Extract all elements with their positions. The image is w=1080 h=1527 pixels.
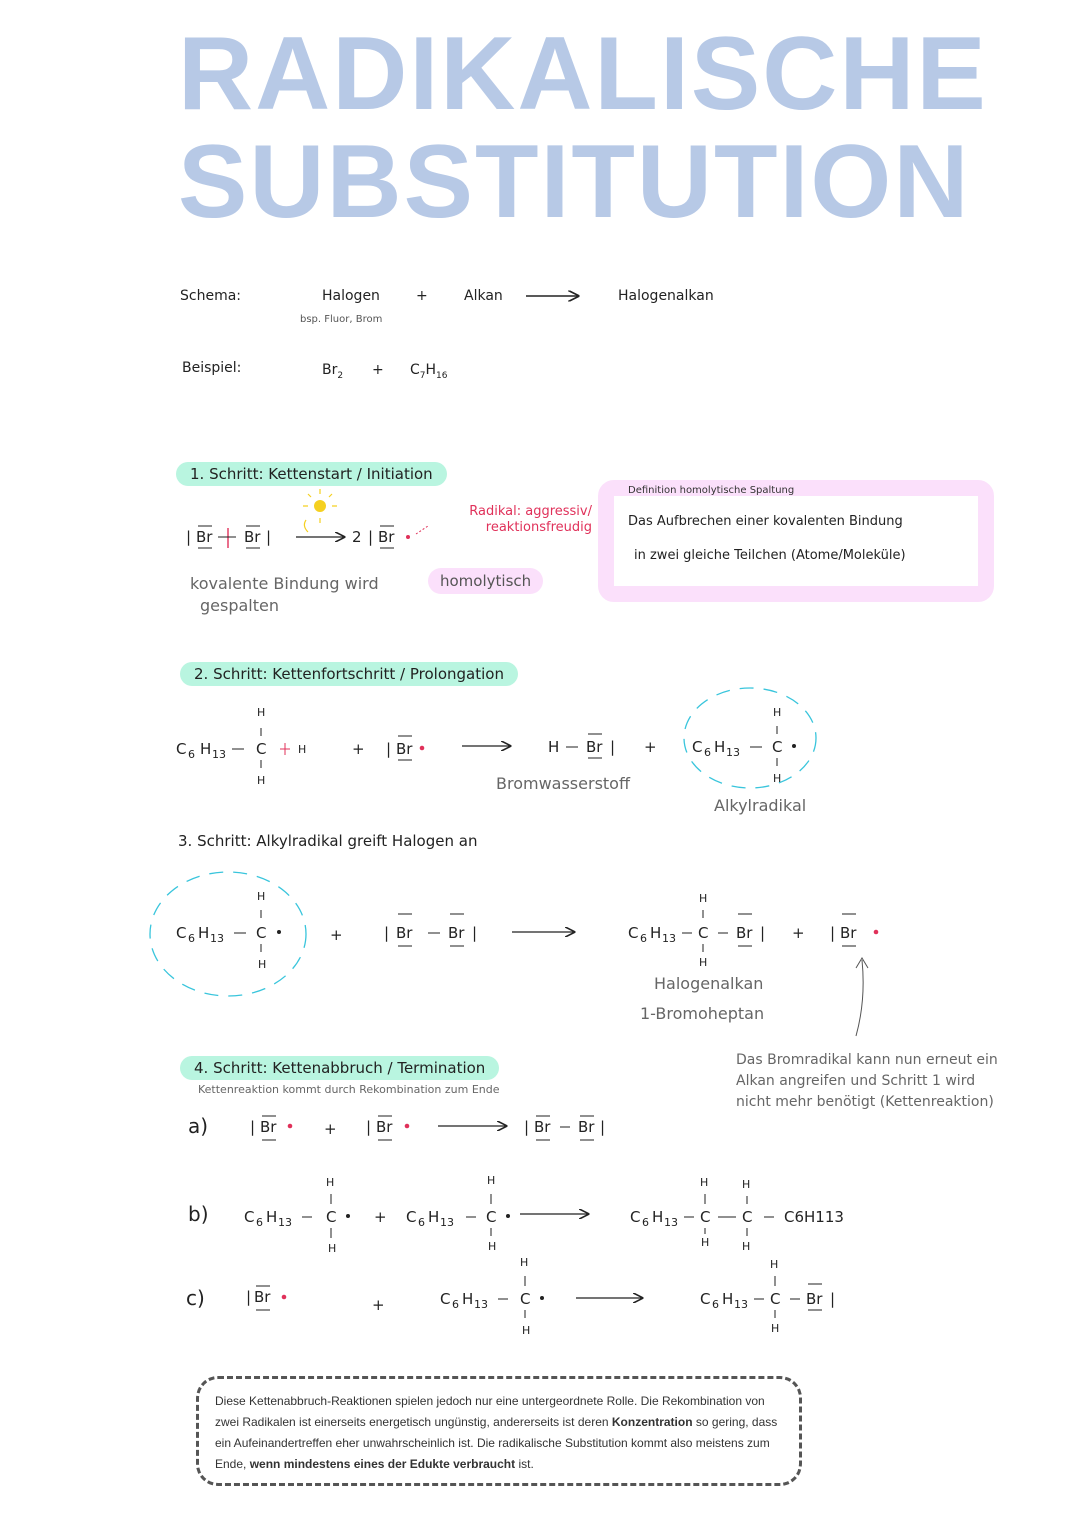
- lp-4: |: [386, 740, 392, 758]
- h-top-4: H: [699, 892, 708, 905]
- radical-dot-10: [282, 1295, 287, 1300]
- radical-dot-4: [277, 930, 281, 934]
- radical-dot-6: [288, 1124, 293, 1129]
- schema-label: Schema:: [180, 288, 242, 304]
- bromoheptan-label: 1-Bromoheptan: [640, 1004, 765, 1023]
- definition-line2: in zwei gleiche Teilchen (Atome/Moleküle): [634, 548, 906, 563]
- note-text-2: so gering, dass ein Aufeinandertreffen eher unwahrscheinlich ist. Die radikalische Substitution kommt also meistens zum Ende,: [215, 1415, 778, 1471]
- c6-3: C: [176, 924, 187, 942]
- c6-7-sub: 6: [642, 1216, 649, 1229]
- step1-label: 1. Schritt: Kettenstart / Initiation: [176, 462, 447, 486]
- radical-dot-3: [792, 744, 796, 748]
- radical-dot-11: [540, 1296, 544, 1300]
- step4-subtitle: Kettenreaktion kommt durch Rekombination zum Ende: [198, 1083, 500, 1096]
- c6-8: C: [440, 1290, 451, 1308]
- c-5: C: [326, 1208, 337, 1226]
- h13-9-sub: 13: [734, 1298, 748, 1311]
- h-top-9: H: [520, 1256, 529, 1269]
- lp-6: |: [384, 924, 390, 942]
- lp-9: |: [830, 924, 836, 942]
- beispiel-plus: +: [372, 362, 384, 378]
- h-top-2: H: [773, 706, 782, 719]
- note-pointer: [856, 960, 863, 1036]
- h13-5-sub: 13: [278, 1216, 292, 1229]
- radical-dot-7: [405, 1124, 410, 1129]
- h-top-1: H: [257, 706, 266, 719]
- alkylradikal-circle-2: [150, 872, 306, 996]
- light-arrow: [304, 520, 308, 532]
- h13-8: H: [462, 1290, 474, 1308]
- c6-6: C: [406, 1208, 417, 1226]
- c6-2: C: [692, 738, 703, 756]
- c-8: C: [742, 1208, 753, 1226]
- h13-7: H: [652, 1208, 664, 1226]
- h-bot-10: H: [771, 1322, 780, 1335]
- br-10: Br: [260, 1118, 277, 1136]
- h-top-10: H: [770, 1258, 779, 1271]
- c6-1: C: [176, 740, 187, 758]
- h-bot-6: H: [488, 1240, 497, 1253]
- lp-5: |: [610, 738, 616, 756]
- plus-4: +: [792, 924, 805, 942]
- label-b: b): [188, 1202, 209, 1226]
- h-bot-2: H: [773, 772, 782, 785]
- definition-line1: Das Aufbrechen einer kovalenten Bindung: [628, 514, 903, 529]
- step2-equation: [176, 688, 816, 788]
- plus-1: +: [352, 740, 365, 758]
- sun-icon: [314, 500, 326, 512]
- schema-example-text: bsp. Fluor, Brom: [300, 314, 383, 325]
- schema-plus: +: [416, 288, 428, 304]
- c6-7: C: [630, 1208, 641, 1226]
- c6-8-sub: 6: [452, 1298, 459, 1311]
- lp-7: |: [472, 924, 478, 942]
- lp-14: |: [246, 1288, 252, 1306]
- note-bold-2: wenn mindestens eines der Edukte verbraucht: [249, 1457, 516, 1471]
- c6-1-sub: 6: [188, 748, 195, 761]
- h13-1: H: [200, 740, 212, 758]
- br-9: Br: [840, 924, 857, 942]
- radikal-note: Radikal: aggressiv/ reaktionsfreudig: [469, 504, 592, 535]
- h-bot-4: H: [699, 956, 708, 969]
- radical-dot-5: [874, 930, 879, 935]
- h13-5: H: [266, 1208, 278, 1226]
- br-6: Br: [396, 924, 413, 942]
- definition-title: Definition homolytische Spaltung: [628, 485, 795, 496]
- alkylradikal-label: Alkylradikal: [714, 796, 807, 815]
- h13-1-sub: 13: [212, 748, 226, 761]
- br-7: Br: [448, 924, 465, 942]
- radical-dot-1: [406, 535, 410, 539]
- note-text-3: ist.: [515, 1457, 534, 1471]
- h13-6: H: [428, 1208, 440, 1226]
- br-5: Br: [586, 738, 603, 756]
- step4-a-equation: [250, 1116, 605, 1140]
- beispiel-c: C: [410, 362, 420, 378]
- step4-c-equation: [246, 1256, 835, 1337]
- lp-13: |: [600, 1118, 606, 1136]
- br-14: Br: [254, 1288, 271, 1306]
- plus-2: +: [644, 738, 657, 756]
- label-c: c): [186, 1286, 205, 1310]
- h-bot-8: H: [742, 1240, 751, 1253]
- br-1: Br: [196, 528, 213, 546]
- radical-dot-2: [420, 746, 425, 751]
- h13-8-sub: 13: [474, 1298, 488, 1311]
- lp-1: |: [186, 528, 192, 546]
- br-13: Br: [578, 1118, 595, 1136]
- h13-4-sub: 13: [662, 932, 676, 945]
- step1-equation: [186, 489, 428, 548]
- h-top-6: H: [487, 1174, 496, 1187]
- radikal-pointer: [416, 526, 428, 534]
- beispiel-h: H: [425, 362, 437, 378]
- c-4: C: [698, 924, 709, 942]
- beispiel-br: Br: [322, 362, 338, 378]
- br-12: Br: [534, 1118, 551, 1136]
- h13-4: H: [650, 924, 662, 942]
- h-right-1: H: [298, 743, 307, 756]
- kovalent-text-2: gespalten: [200, 596, 279, 615]
- c-1: C: [256, 740, 267, 758]
- h-bot-9: H: [522, 1324, 531, 1337]
- beispiel-c-sub: 7: [419, 370, 426, 381]
- label-a: a): [188, 1114, 209, 1138]
- lp-10: |: [250, 1118, 256, 1136]
- h-bot-1: H: [257, 774, 266, 787]
- h13-7-sub: 13: [664, 1216, 678, 1229]
- lp-8: |: [760, 924, 766, 942]
- c6-3-sub: 6: [188, 932, 195, 945]
- c-10: C: [770, 1290, 781, 1308]
- schema-product: Halogenalkan: [618, 288, 714, 304]
- h13-2-sub: 13: [726, 746, 740, 759]
- bromwasserstoff-label: Bromwasserstoff: [496, 774, 630, 793]
- c6-9-sub: 6: [712, 1298, 719, 1311]
- radical-dot-9: [506, 1214, 510, 1218]
- h-2: H: [548, 738, 560, 756]
- kovalent-text: kovalente Bindung wird: [190, 574, 379, 593]
- note-bold-1: Konzentration: [611, 1415, 693, 1429]
- alkylradikal-circle: [684, 688, 816, 788]
- br-8: Br: [736, 924, 753, 942]
- br-2: Br: [244, 528, 261, 546]
- h-top-8: H: [742, 1178, 751, 1191]
- lp-15: |: [830, 1290, 836, 1308]
- step4-b-equation: [244, 1174, 844, 1255]
- beispiel-h-sub: 16: [436, 370, 448, 381]
- br-11: Br: [376, 1118, 393, 1136]
- plus-3: +: [330, 926, 343, 944]
- plus-6: +: [374, 1208, 387, 1226]
- lp-11: |: [366, 1118, 372, 1136]
- c6-4-sub: 6: [640, 932, 647, 945]
- halogenalkan-label: Halogenalkan: [654, 974, 764, 993]
- c-9: C: [520, 1290, 531, 1308]
- h-top-5: H: [326, 1176, 335, 1189]
- h13-3: H: [198, 924, 210, 942]
- br-3: Br: [378, 528, 395, 546]
- lp-2: |: [266, 528, 272, 546]
- note-text-1: Diese Kettenabbruch-Reaktionen spielen jedoch nur eine untergeordnete Rolle. Die Rekombination von zwei Radikalen ist einerseits energetisch ungünstig, andererseits ist deren: [215, 1394, 765, 1429]
- step2-label: 2. Schritt: Kettenfortschritt / Prolongation: [180, 662, 518, 686]
- h-top-3: H: [257, 890, 266, 903]
- c-2: C: [772, 738, 783, 756]
- br-4: Br: [396, 740, 413, 758]
- schema-reactant1: Halogen: [322, 288, 380, 304]
- step3-equation: [150, 872, 878, 1036]
- title-line-2: SUBSTITUTION: [178, 124, 971, 240]
- c-6: C: [486, 1208, 497, 1226]
- c6-2-sub: 6: [704, 746, 711, 759]
- c6-4: C: [628, 924, 639, 942]
- homolytisch-pill: homolytisch: [428, 568, 543, 594]
- h13-3-sub: 13: [210, 932, 224, 945]
- lp-3: |: [368, 528, 374, 546]
- h-bot-3: H: [258, 958, 267, 971]
- title-line-1: RADIKALISCHE: [178, 16, 988, 132]
- h-bot-5: H: [328, 1242, 337, 1255]
- c6-6-sub: 6: [418, 1216, 425, 1229]
- plus-7: +: [372, 1296, 385, 1314]
- beispiel-br-sub: 2: [337, 370, 344, 381]
- c-7: C: [700, 1208, 711, 1226]
- c6-5-sub: 6: [256, 1216, 263, 1229]
- schema-reactant2: Alkan: [464, 288, 503, 304]
- h13-2: H: [714, 738, 726, 756]
- h13-6-sub: 13: [440, 1216, 454, 1229]
- c6-9: C: [700, 1290, 711, 1308]
- step3-label: 3. Schritt: Alkylradikal greift Halogen an: [178, 832, 478, 850]
- note-box: [196, 1376, 802, 1486]
- lp-12: |: [524, 1118, 530, 1136]
- coef-2: 2: [352, 528, 362, 546]
- bromradikal-note: Das Bromradikal kann nun erneut ein Alkan angreifen und Schritt 1 wird nicht mehr benötigt (Kettenreaktion): [736, 1052, 998, 1110]
- h-bot-7: H: [701, 1236, 710, 1249]
- br-15: Br: [806, 1290, 823, 1308]
- beispiel-label: Beispiel:: [182, 360, 242, 376]
- step4-label: 4. Schritt: Kettenabbruch / Termination: [180, 1056, 499, 1080]
- radical-dot-8: [346, 1214, 350, 1218]
- c6h113: C6H113: [784, 1208, 844, 1226]
- h13-9: H: [722, 1290, 734, 1308]
- plus-5: +: [324, 1120, 337, 1138]
- c-3: C: [256, 924, 267, 942]
- c6-5: C: [244, 1208, 255, 1226]
- h-top-7: H: [700, 1176, 709, 1189]
